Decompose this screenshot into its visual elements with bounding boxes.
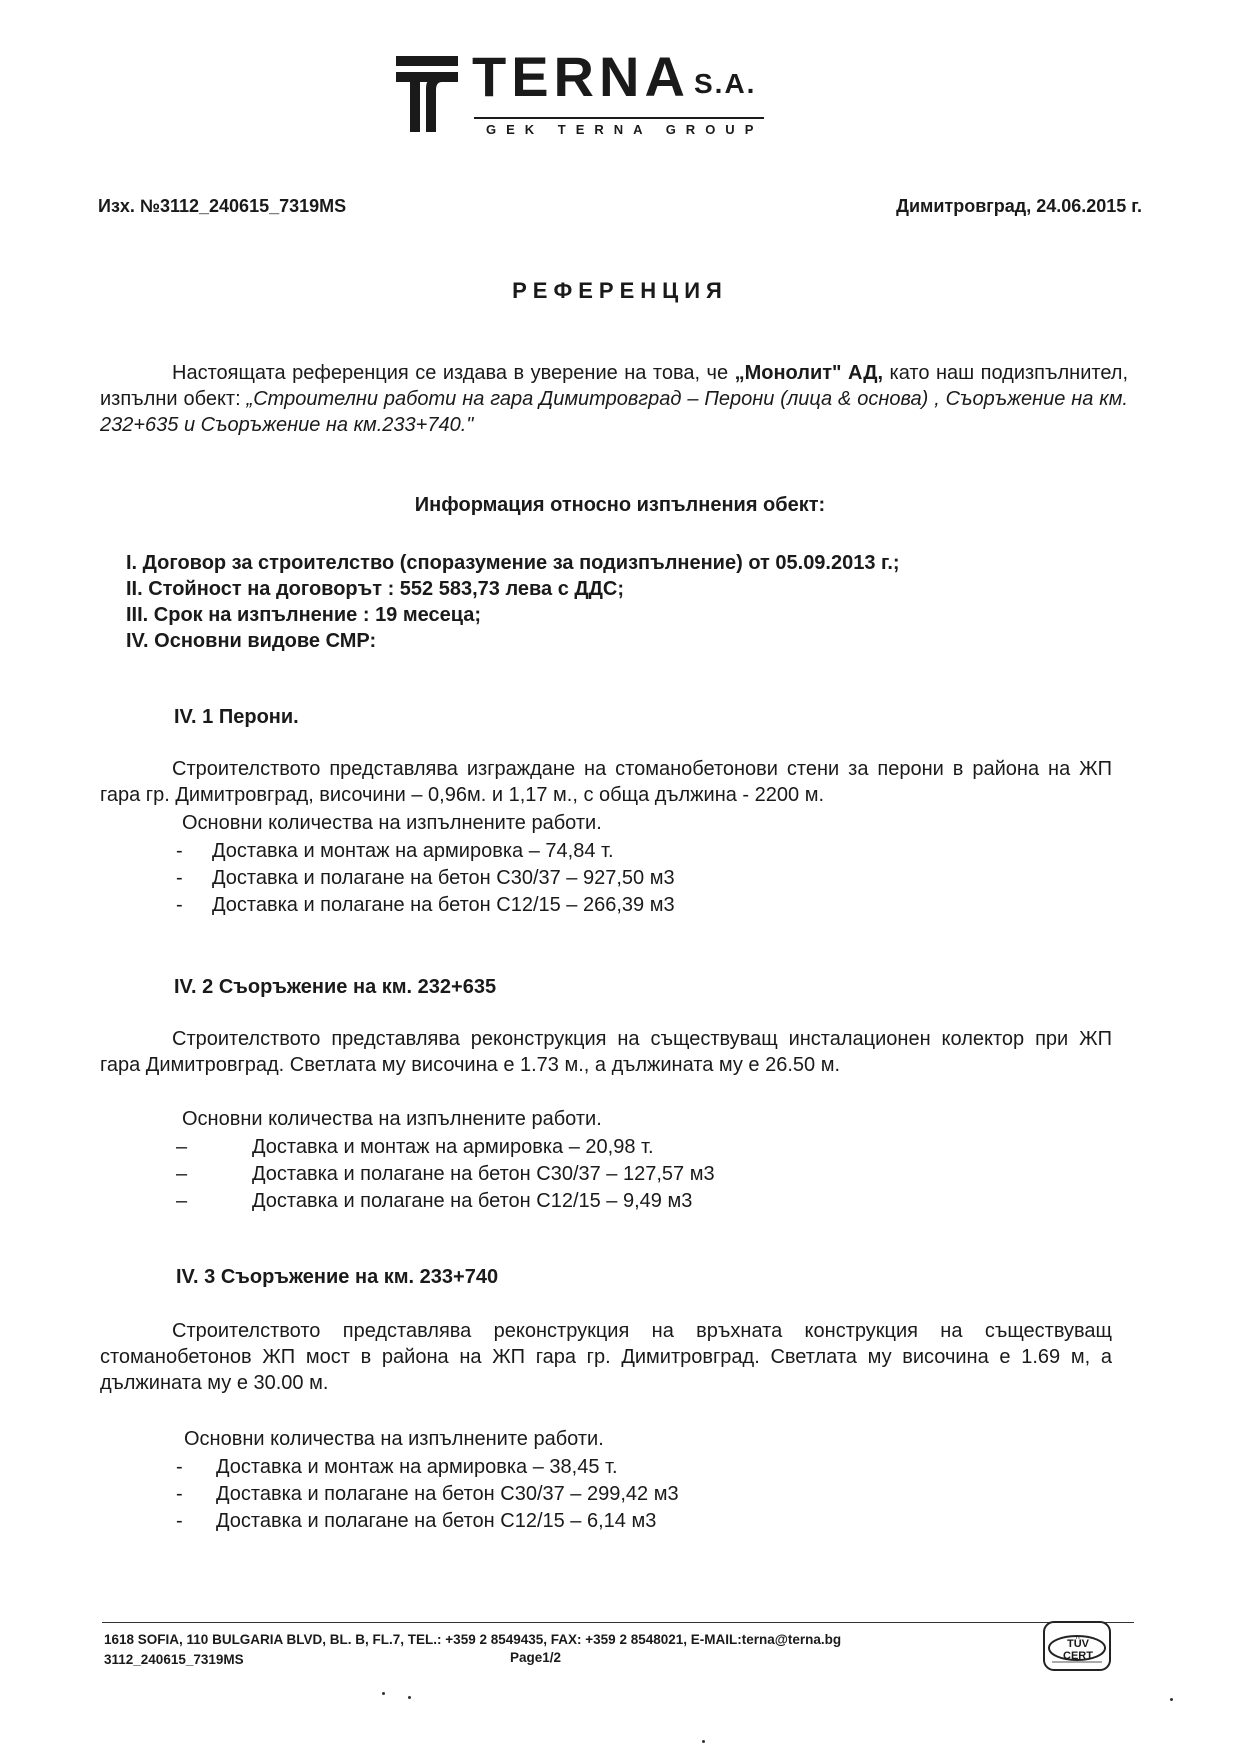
section-heading: IV. 3 Съоръжение на км. 233+740 [176, 1266, 499, 1288]
logo-divider [474, 117, 764, 119]
list-item: - Доставка и монтаж на армировка – 38,45 т. [176, 1456, 618, 1478]
scan-speck [408, 1696, 411, 1699]
footer-address-block [104, 1630, 841, 1670]
contract-info-list [126, 550, 900, 654]
list-item: - Доставка и полагане на бетон С12/15 – 6,14 м3 [176, 1510, 657, 1532]
list-item: - Доставка и полагане на бетон С30/37 – 927,50 м3 [176, 867, 675, 889]
intro-text-1: Настоящата референция се издава в уверение на това, че [172, 362, 729, 384]
contract-info-item: IV. Основни видове СМР: [126, 630, 377, 652]
intro-text-2: като наш подизпълнител, изпълни обект: [100, 362, 1129, 410]
tuv-cert-icon [1038, 1618, 1116, 1674]
logo-group: GEK TERNA GROUP [486, 122, 764, 137]
cert-badge-label: TÜV CERT [1063, 1638, 1093, 1662]
page-number: Page1/2 [510, 1650, 562, 1665]
scan-speck [1170, 1698, 1173, 1701]
contract-info-item: III. Срок на изпълнение : 19 месеца; [126, 604, 482, 626]
list-item: – Доставка и полагане на бетон С30/37 – 127,57 м3 [176, 1163, 715, 1185]
document-title: РЕФЕРЕНЦИЯ [512, 278, 728, 303]
place-date: Димитровград, 24.06.2015 г. [896, 196, 1142, 216]
list-item: – Доставка и полагане на бетон С12/15 – 9,49 м3 [176, 1190, 693, 1212]
contract-info-item: II. Стойност на договорът : 552 583,73 лева с ДДС; [126, 578, 624, 600]
intro-company: „Монолит" АД, [734, 362, 884, 384]
section-text: Строителството представлява изграждане на стоманобетонови стени за перони в района на ЖП гара гр. Димитровград, височини – 0,96м. и 1,17 м., с обща дължина - 2200 м. [100, 758, 1112, 806]
list-item: – Доставка и монтаж на армировка – 20,98 т. [176, 1136, 654, 1158]
scan-speck [702, 1740, 705, 1743]
footer-doc-id: 3112_240615_7319MS [104, 1652, 244, 1667]
list-item: - Доставка и полагане на бетон С12/15 – 266,39 м3 [176, 894, 675, 916]
contract-info-item: I. Договор за строителство (споразумение за подизпълнение) от 05.09.2013 г.; [126, 552, 900, 574]
footer-address: 1618 SOFIA, 110 BULGARIA BLVD, BL. B, FL.7, TEL.: +359 2 8549435, FAX: +359 2 8548021, E-MAIL:terna@terna.bg [104, 1632, 842, 1647]
quantities-list [176, 838, 675, 919]
quantities-title: Основни количества на изпълнените работи. [182, 812, 602, 834]
section-text: Строителството представлява реконструкция на съществуващ инсталационен колектор при ЖП гара Димитровград. Светлата му височина е 1.73 м., а дължината му е 26.50 м. [100, 1028, 1112, 1076]
list-item: - Доставка и монтаж на армировка – 74,84 т. [176, 840, 614, 862]
scan-speck [382, 1692, 385, 1695]
section-text: Строителството представлява реконструкция на връхната конструкция на съществуващ стоманобетонов ЖП мост в района на ЖП гара гр. Димитровград. Светлата му височина е 1.69 м, а дължината му е 30.00 м. [100, 1320, 1112, 1394]
footer-divider [102, 1622, 1134, 1623]
quantities-list [176, 1134, 715, 1215]
section-heading: IV. 2 Съоръжение на км. 232+635 [174, 976, 497, 998]
reference-number: Изх. №3112_240615_7319MS [98, 196, 347, 216]
section-heading: IV. 1 Перони. [174, 706, 299, 728]
terna-logo [396, 45, 766, 138]
terna-logo-icon [396, 52, 458, 134]
quantities-list [176, 1454, 679, 1535]
info-heading: Информация относно изпълнения обект: [414, 494, 826, 516]
intro-paragraph [100, 360, 1128, 438]
logo-suffix: S.A. [694, 68, 757, 99]
list-item: - Доставка и полагане на бетон С30/37 – 299,42 м3 [176, 1483, 679, 1505]
quantities-title: Основни количества на изпълнените работи. [184, 1428, 604, 1450]
intro-object: „Строителни работи на гара Димитровград – Перони (лица & основа) , Съоръжение на км. 232+635 и Съоръжение на км.233+740." [100, 388, 1128, 436]
quantities-title: Основни количества на изпълнените работи. [182, 1108, 602, 1130]
logo-company-name: TERNA [472, 45, 690, 108]
